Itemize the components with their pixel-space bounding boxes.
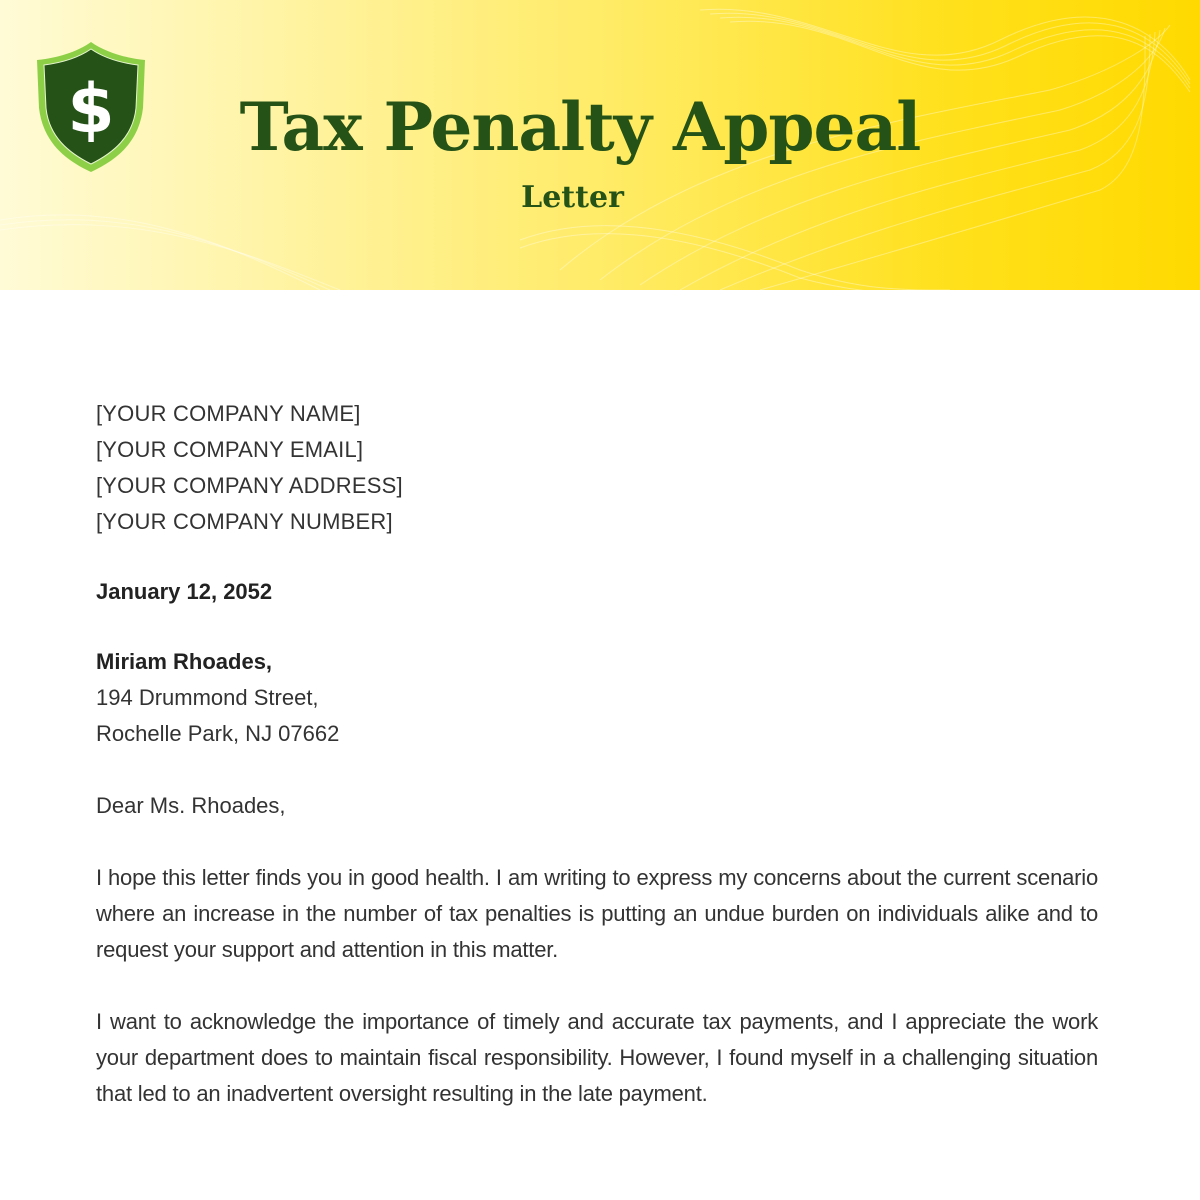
letter-body: [96, 396, 1098, 1112]
recipient-address-line2: Rochelle Park, NJ 07662: [96, 721, 340, 746]
page-subtitle: Letter: [521, 180, 624, 215]
body-paragraph-1: [96, 860, 1098, 968]
page-title: Tax Penalty Appeal: [239, 88, 921, 166]
body-paragraph-1-text: I hope this letter finds you in good health. I am writing to express my concerns about the current scenario where an increase in the number of tax penalties is putting an undue burden on individuals alike and to request your support and attention in this matter.: [96, 865, 1098, 962]
sender-company-address: [YOUR COMPANY ADDRESS]: [96, 473, 403, 498]
sender-block: [96, 396, 1098, 540]
recipient-block: [96, 644, 1098, 752]
header-banner: [0, 0, 1200, 290]
body-paragraph-2-text: I want to acknowledge the importance of timely and accurate tax payments, and I appreciate the work your department does to maintain fiscal responsibility. However, I found myself in a challenging situation that led to an inadvertent oversight resulting in the late payment.: [96, 1009, 1098, 1106]
svg-text:$: $: [67, 70, 115, 149]
recipient-name: Miriam Rhoades,: [96, 649, 273, 674]
recipient-address-line1: 194 Drummond Street,: [96, 685, 319, 710]
letter-date: January 12, 2052: [96, 579, 273, 604]
salutation: Dear Ms. Rhoades,: [96, 793, 286, 818]
sender-company-email: [YOUR COMPANY EMAIL]: [96, 437, 364, 462]
body-paragraph-2: [96, 1004, 1098, 1112]
sender-company-name: [YOUR COMPANY NAME]: [96, 401, 361, 426]
sender-company-number: [YOUR COMPANY NUMBER]: [96, 509, 393, 534]
